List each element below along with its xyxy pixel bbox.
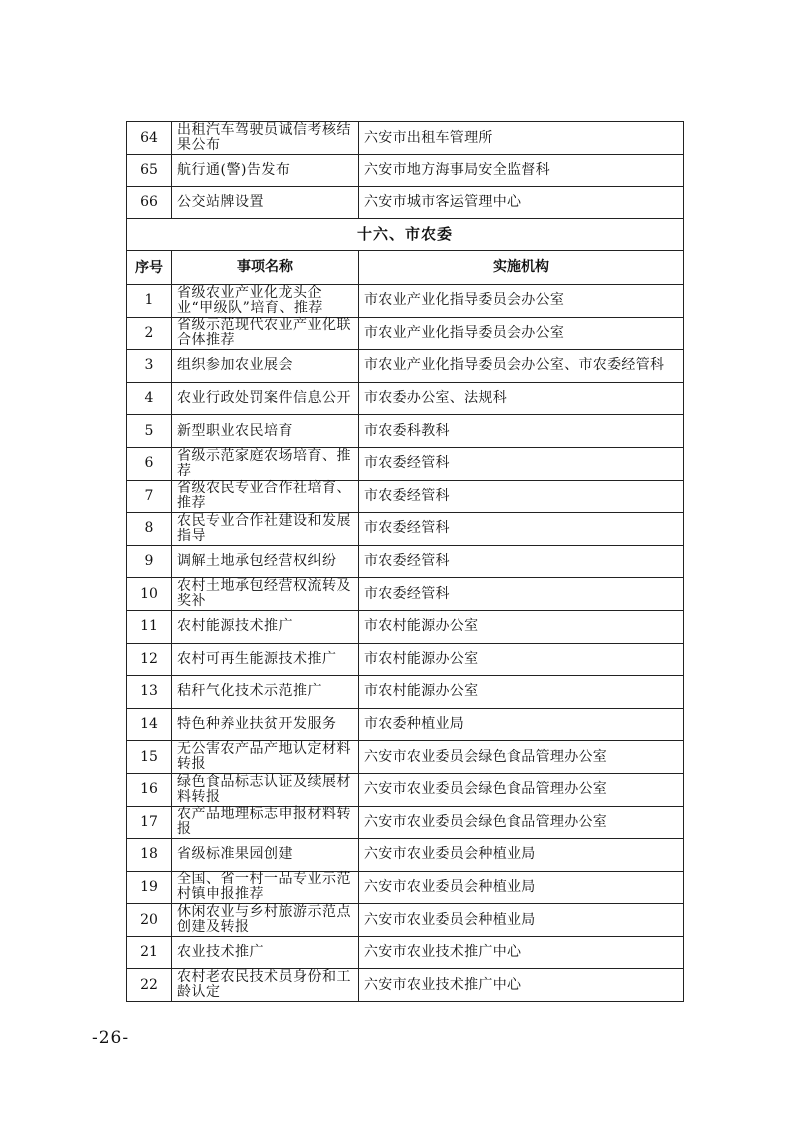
item-name: 农民专业合作社建设和发展指导 [172,513,359,546]
row-number: 15 [127,741,172,774]
item-name: 农村能源技术推广 [172,610,359,643]
item-name: 休闲农业与乡村旅游示范点创建及转报 [172,904,359,937]
row-number: 3 [127,350,172,383]
item-name: 农村老农民技术员身份和工龄认定 [172,969,359,1002]
implementing-agency: 市农委种植业局 [359,708,684,741]
implementing-agency: 市农委经管科 [359,513,684,546]
table-row [127,578,684,611]
item-name: 农业技术推广 [172,936,359,969]
matters-table [126,121,684,1002]
item-name: 农村土地承包经营权流转及奖补 [172,578,359,611]
table-row [127,969,684,1002]
implementing-agency: 六安市农业委员会种植业局 [359,904,684,937]
implementing-agency: 市农委科教科 [359,415,684,448]
row-number: 10 [127,578,172,611]
item-name: 省级示范现代农业产业化联合体推荐 [172,317,359,350]
implementing-agency: 市农委经管科 [359,480,684,513]
table-row [127,773,684,806]
implementing-agency: 市农委经管科 [359,578,684,611]
table-row [127,643,684,676]
implementing-agency: 市农业产业化指导委员会办公室 [359,317,684,350]
item-name: 农村可再生能源技术推广 [172,643,359,676]
implementing-agency: 六安市农业技术推广中心 [359,936,684,969]
implementing-agency: 市农委办公室、法规科 [359,382,684,415]
item-name: 绿色食品标志认证及续展材料转报 [172,773,359,806]
table-row [127,187,684,219]
row-number: 65 [127,155,172,187]
table-body [127,285,684,1002]
item-name: 省级农民专业合作社培育、推荐 [172,480,359,513]
row-number: 16 [127,773,172,806]
implementing-agency: 市农村能源办公室 [359,643,684,676]
row-number: 4 [127,382,172,415]
table-row [127,871,684,904]
table-row [127,447,684,480]
row-number: 7 [127,480,172,513]
section-title: 十六、市农委 [127,219,684,251]
row-number: 6 [127,447,172,480]
item-name: 省级农业产业化龙头企业“甲级队”培育、推荐 [172,285,359,318]
row-number: 22 [127,969,172,1002]
implementing-agency: 六安市农业委员会绿色食品管理办公室 [359,741,684,774]
table-row [127,741,684,774]
section-row [127,219,684,251]
table-row [127,382,684,415]
row-number: 9 [127,545,172,578]
implementing-agency: 市农村能源办公室 [359,610,684,643]
row-number: 66 [127,187,172,219]
implementing-agency: 市农业产业化指导委员会办公室、市农委经管科 [359,350,684,383]
item-name: 组织参加农业展会 [172,350,359,383]
implementing-agency: 六安市农业委员会绿色食品管理办公室 [359,773,684,806]
implementing-agency: 六安市农业技术推广中心 [359,969,684,1002]
table-row [127,155,684,187]
table-row [127,676,684,709]
page-number: -26- [92,1028,130,1048]
item-name: 全国、省一村一品专业示范村镇申报推荐 [172,871,359,904]
item-name: 省级示范家庭农场培育、推荐 [172,447,359,480]
implementing-agency: 六安市农业委员会种植业局 [359,871,684,904]
item-name: 特色种养业扶贫开发服务 [172,708,359,741]
table-row [127,513,684,546]
item-name: 公交站牌设置 [172,187,359,219]
row-number: 8 [127,513,172,546]
row-number: 21 [127,936,172,969]
table-row [127,610,684,643]
implementing-agency: 市农业产业化指导委员会办公室 [359,285,684,318]
row-number: 17 [127,806,172,839]
header-row [127,251,684,285]
item-name: 无公害农产品产地认定材料转报 [172,741,359,774]
table-row [127,350,684,383]
item-name: 调解土地承包经营权纠纷 [172,545,359,578]
implementing-agency: 市农委经管科 [359,545,684,578]
table-row [127,285,684,318]
table-row [127,936,684,969]
row-number: 2 [127,317,172,350]
implementing-agency: 六安市出租车管理所 [359,122,684,155]
row-number: 5 [127,415,172,448]
implementing-agency: 六安市农业委员会种植业局 [359,839,684,872]
item-name: 秸秆气化技术示范推广 [172,676,359,709]
row-number: 12 [127,643,172,676]
row-number: 14 [127,708,172,741]
row-number: 64 [127,122,172,155]
table-row [127,122,684,155]
header-item-name: 事项名称 [172,251,359,285]
table-row [127,806,684,839]
item-name: 农产品地理标志申报材料转报 [172,806,359,839]
row-number: 19 [127,871,172,904]
row-number: 18 [127,839,172,872]
implementing-agency: 市农村能源办公室 [359,676,684,709]
table-row [127,904,684,937]
row-number: 20 [127,904,172,937]
header-agency: 实施机构 [359,251,684,285]
implementing-agency: 六安市城市客运管理中心 [359,187,684,219]
row-number: 13 [127,676,172,709]
item-name: 省级标准果园创建 [172,839,359,872]
table-row [127,708,684,741]
implementing-agency: 市农委经管科 [359,447,684,480]
implementing-agency: 六安市农业委员会绿色食品管理办公室 [359,806,684,839]
table-row [127,480,684,513]
row-number: 1 [127,285,172,318]
table-row [127,839,684,872]
item-name: 新型职业农民培育 [172,415,359,448]
row-number: 11 [127,610,172,643]
implementing-agency: 六安市地方海事局安全监督科 [359,155,684,187]
table-row [127,317,684,350]
item-name: 航行通(警)告发布 [172,155,359,187]
item-name: 农业行政处罚案件信息公开 [172,382,359,415]
item-name: 出租汽车驾驶员诚信考核结果公布 [172,122,359,155]
table-row [127,415,684,448]
table-row [127,545,684,578]
header-seq: 序号 [127,251,172,285]
